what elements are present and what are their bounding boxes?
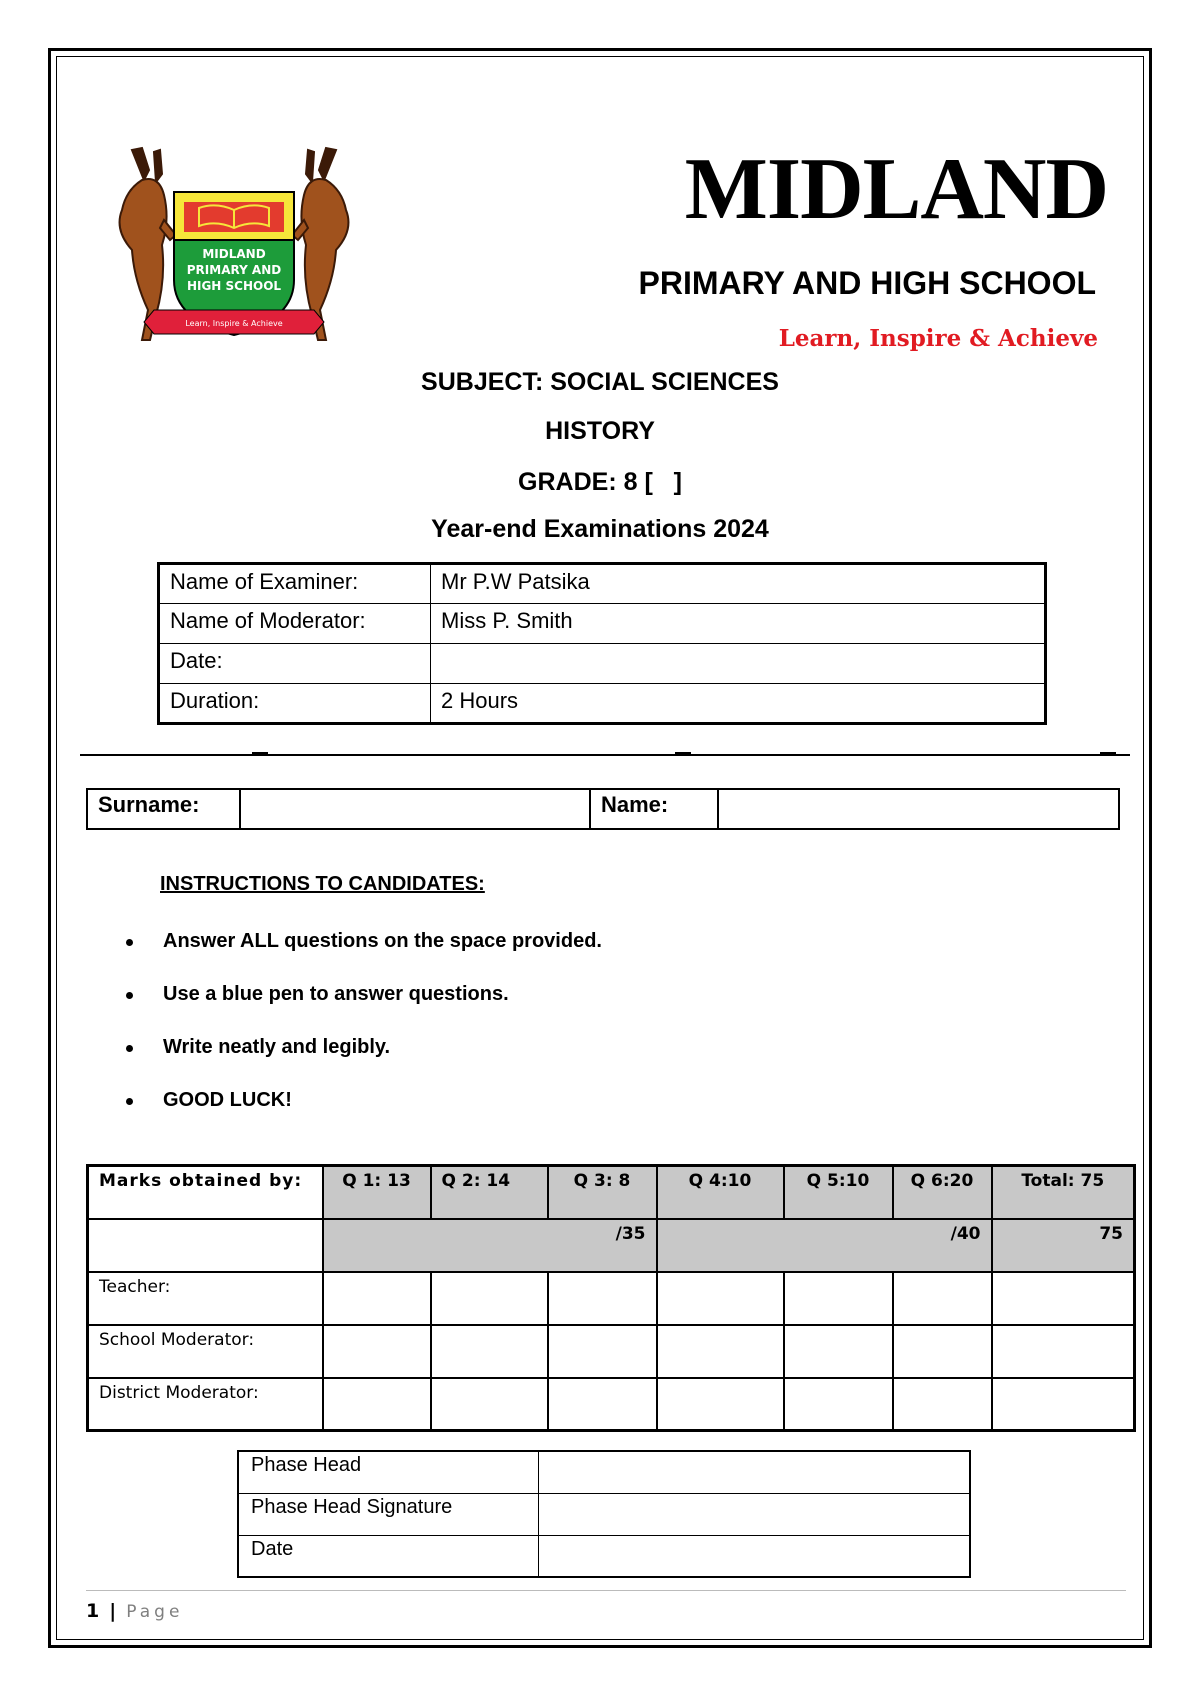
phase-head-table — [237, 1450, 971, 1578]
mark-cell[interactable] — [784, 1325, 893, 1378]
table-row — [238, 1451, 970, 1493]
instructions-list — [120, 930, 602, 1142]
exam-info-table — [157, 562, 1047, 725]
table-row — [159, 604, 1046, 644]
footer-separator: | — [109, 1600, 117, 1622]
surname-field[interactable] — [240, 789, 590, 829]
list-item — [120, 983, 602, 1036]
list-item — [120, 1089, 602, 1142]
page-footer — [86, 1600, 183, 1622]
mark-cell[interactable] — [657, 1378, 784, 1431]
moderator-label: Name of Moderator: — [159, 604, 431, 644]
instruction-text: Write neatly and legibly. — [163, 1036, 391, 1058]
subtotal-section-2: /40 — [657, 1219, 992, 1272]
table-row — [238, 1535, 970, 1577]
row-label-district-moderator: District Moderator: — [88, 1378, 323, 1431]
question-header: Q 4:10 — [657, 1166, 784, 1219]
instruction-text: GOOD LUCK! — [163, 1089, 292, 1111]
date-value[interactable] — [431, 644, 1046, 684]
phase-head-field[interactable] — [538, 1451, 970, 1493]
table-row — [159, 684, 1046, 724]
question-header: Q 5:10 — [784, 1166, 893, 1219]
separator-line — [80, 754, 1130, 756]
phase-head-signature-label: Phase Head Signature — [238, 1493, 538, 1535]
footer-divider — [86, 1590, 1126, 1591]
question-header: Q 1: 13 — [323, 1166, 431, 1219]
separator-tick — [675, 752, 691, 755]
phase-date-field[interactable] — [538, 1535, 970, 1577]
mark-cell[interactable] — [548, 1325, 657, 1378]
separator-tick — [252, 752, 268, 755]
grade-line: GRADE: 8 [ ] — [518, 468, 682, 496]
surname-label: Surname: — [87, 789, 240, 829]
row-label-teacher: Teacher: — [88, 1272, 323, 1325]
subtotal-section-1: /35 — [323, 1219, 657, 1272]
question-header: Q 3: 8 — [548, 1166, 657, 1219]
table-row — [88, 1325, 1135, 1378]
table-row — [88, 1219, 1135, 1272]
name-label: Name: — [590, 789, 718, 829]
instruction-text: Use a blue pen to answer questions. — [163, 983, 509, 1005]
mark-cell[interactable] — [893, 1378, 992, 1431]
mark-cell[interactable] — [992, 1325, 1135, 1378]
list-item — [120, 1036, 602, 1089]
school-subtitle: PRIMARY AND HIGH SCHOOL — [638, 265, 1096, 301]
marks-table — [86, 1164, 1136, 1432]
logo-text-line-2: PRIMARY AND — [186, 263, 282, 277]
question-header: Q 2: 14 — [431, 1166, 548, 1219]
mark-cell[interactable] — [893, 1325, 992, 1378]
table-row — [87, 789, 1119, 829]
mark-cell[interactable] — [657, 1272, 784, 1325]
total-header: Total: 75 — [992, 1166, 1135, 1219]
subject-line: SUBJECT: SOCIAL SCIENCES — [421, 368, 779, 396]
empty-cell — [88, 1219, 323, 1272]
bullet-icon — [126, 992, 133, 999]
table-row — [238, 1493, 970, 1535]
mark-cell[interactable] — [323, 1272, 431, 1325]
school-motto: Learn, Inspire & Achieve — [778, 325, 1098, 352]
marks-header-label: Marks obtained by: — [88, 1166, 323, 1219]
page-number: 1 — [86, 1600, 100, 1622]
examiner-label: Name of Examiner: — [159, 564, 431, 604]
mark-cell[interactable] — [548, 1272, 657, 1325]
name-field[interactable] — [718, 789, 1119, 829]
exam-title: Year-end Examinations 2024 — [431, 515, 769, 543]
instruction-text: Answer ALL questions on the space provided. — [163, 930, 602, 952]
mark-cell[interactable] — [431, 1325, 548, 1378]
list-item — [120, 930, 602, 983]
duration-label: Duration: — [159, 684, 431, 724]
subtotal-total: 75 — [992, 1219, 1135, 1272]
duration-value: 2 Hours — [431, 684, 1046, 724]
table-row — [159, 564, 1046, 604]
table-row — [88, 1166, 1135, 1219]
mark-cell[interactable] — [431, 1378, 548, 1431]
school-crest-logo — [104, 140, 364, 355]
phase-date-label: Date — [238, 1535, 538, 1577]
logo-text-line-3: HIGH SCHOOL — [186, 279, 282, 293]
page-word: Page — [126, 1602, 184, 1622]
bullet-icon — [126, 1098, 133, 1105]
phase-head-label: Phase Head — [238, 1451, 538, 1493]
school-name: MIDLAND — [684, 141, 1108, 238]
candidate-name-table — [86, 788, 1120, 830]
mark-cell[interactable] — [784, 1378, 893, 1431]
table-row — [159, 644, 1046, 684]
logo-motto: Learn, Inspire & Achieve — [185, 319, 283, 328]
logo-text-line-1: MIDLAND — [202, 247, 266, 261]
instructions-heading: INSTRUCTIONS TO CANDIDATES: — [160, 873, 485, 895]
table-row — [88, 1378, 1135, 1431]
mark-cell[interactable] — [992, 1272, 1135, 1325]
table-row — [88, 1272, 1135, 1325]
bullet-icon — [126, 1045, 133, 1052]
mark-cell[interactable] — [323, 1325, 431, 1378]
mark-cell[interactable] — [784, 1272, 893, 1325]
date-label: Date: — [159, 644, 431, 684]
mark-cell[interactable] — [657, 1325, 784, 1378]
question-header: Q 6:20 — [893, 1166, 992, 1219]
mark-cell[interactable] — [992, 1378, 1135, 1431]
topic-line: HISTORY — [545, 417, 655, 445]
phase-head-signature-field[interactable] — [538, 1493, 970, 1535]
examiner-value: Mr P.W Patsika — [431, 564, 1046, 604]
moderator-value: Miss P. Smith — [431, 604, 1046, 644]
mark-cell[interactable] — [548, 1378, 657, 1431]
bullet-icon — [126, 939, 133, 946]
separator-tick — [1100, 752, 1116, 755]
mark-cell[interactable] — [323, 1378, 431, 1431]
mark-cell[interactable] — [431, 1272, 548, 1325]
row-label-school-moderator: School Moderator: — [88, 1325, 323, 1378]
mark-cell[interactable] — [893, 1272, 992, 1325]
